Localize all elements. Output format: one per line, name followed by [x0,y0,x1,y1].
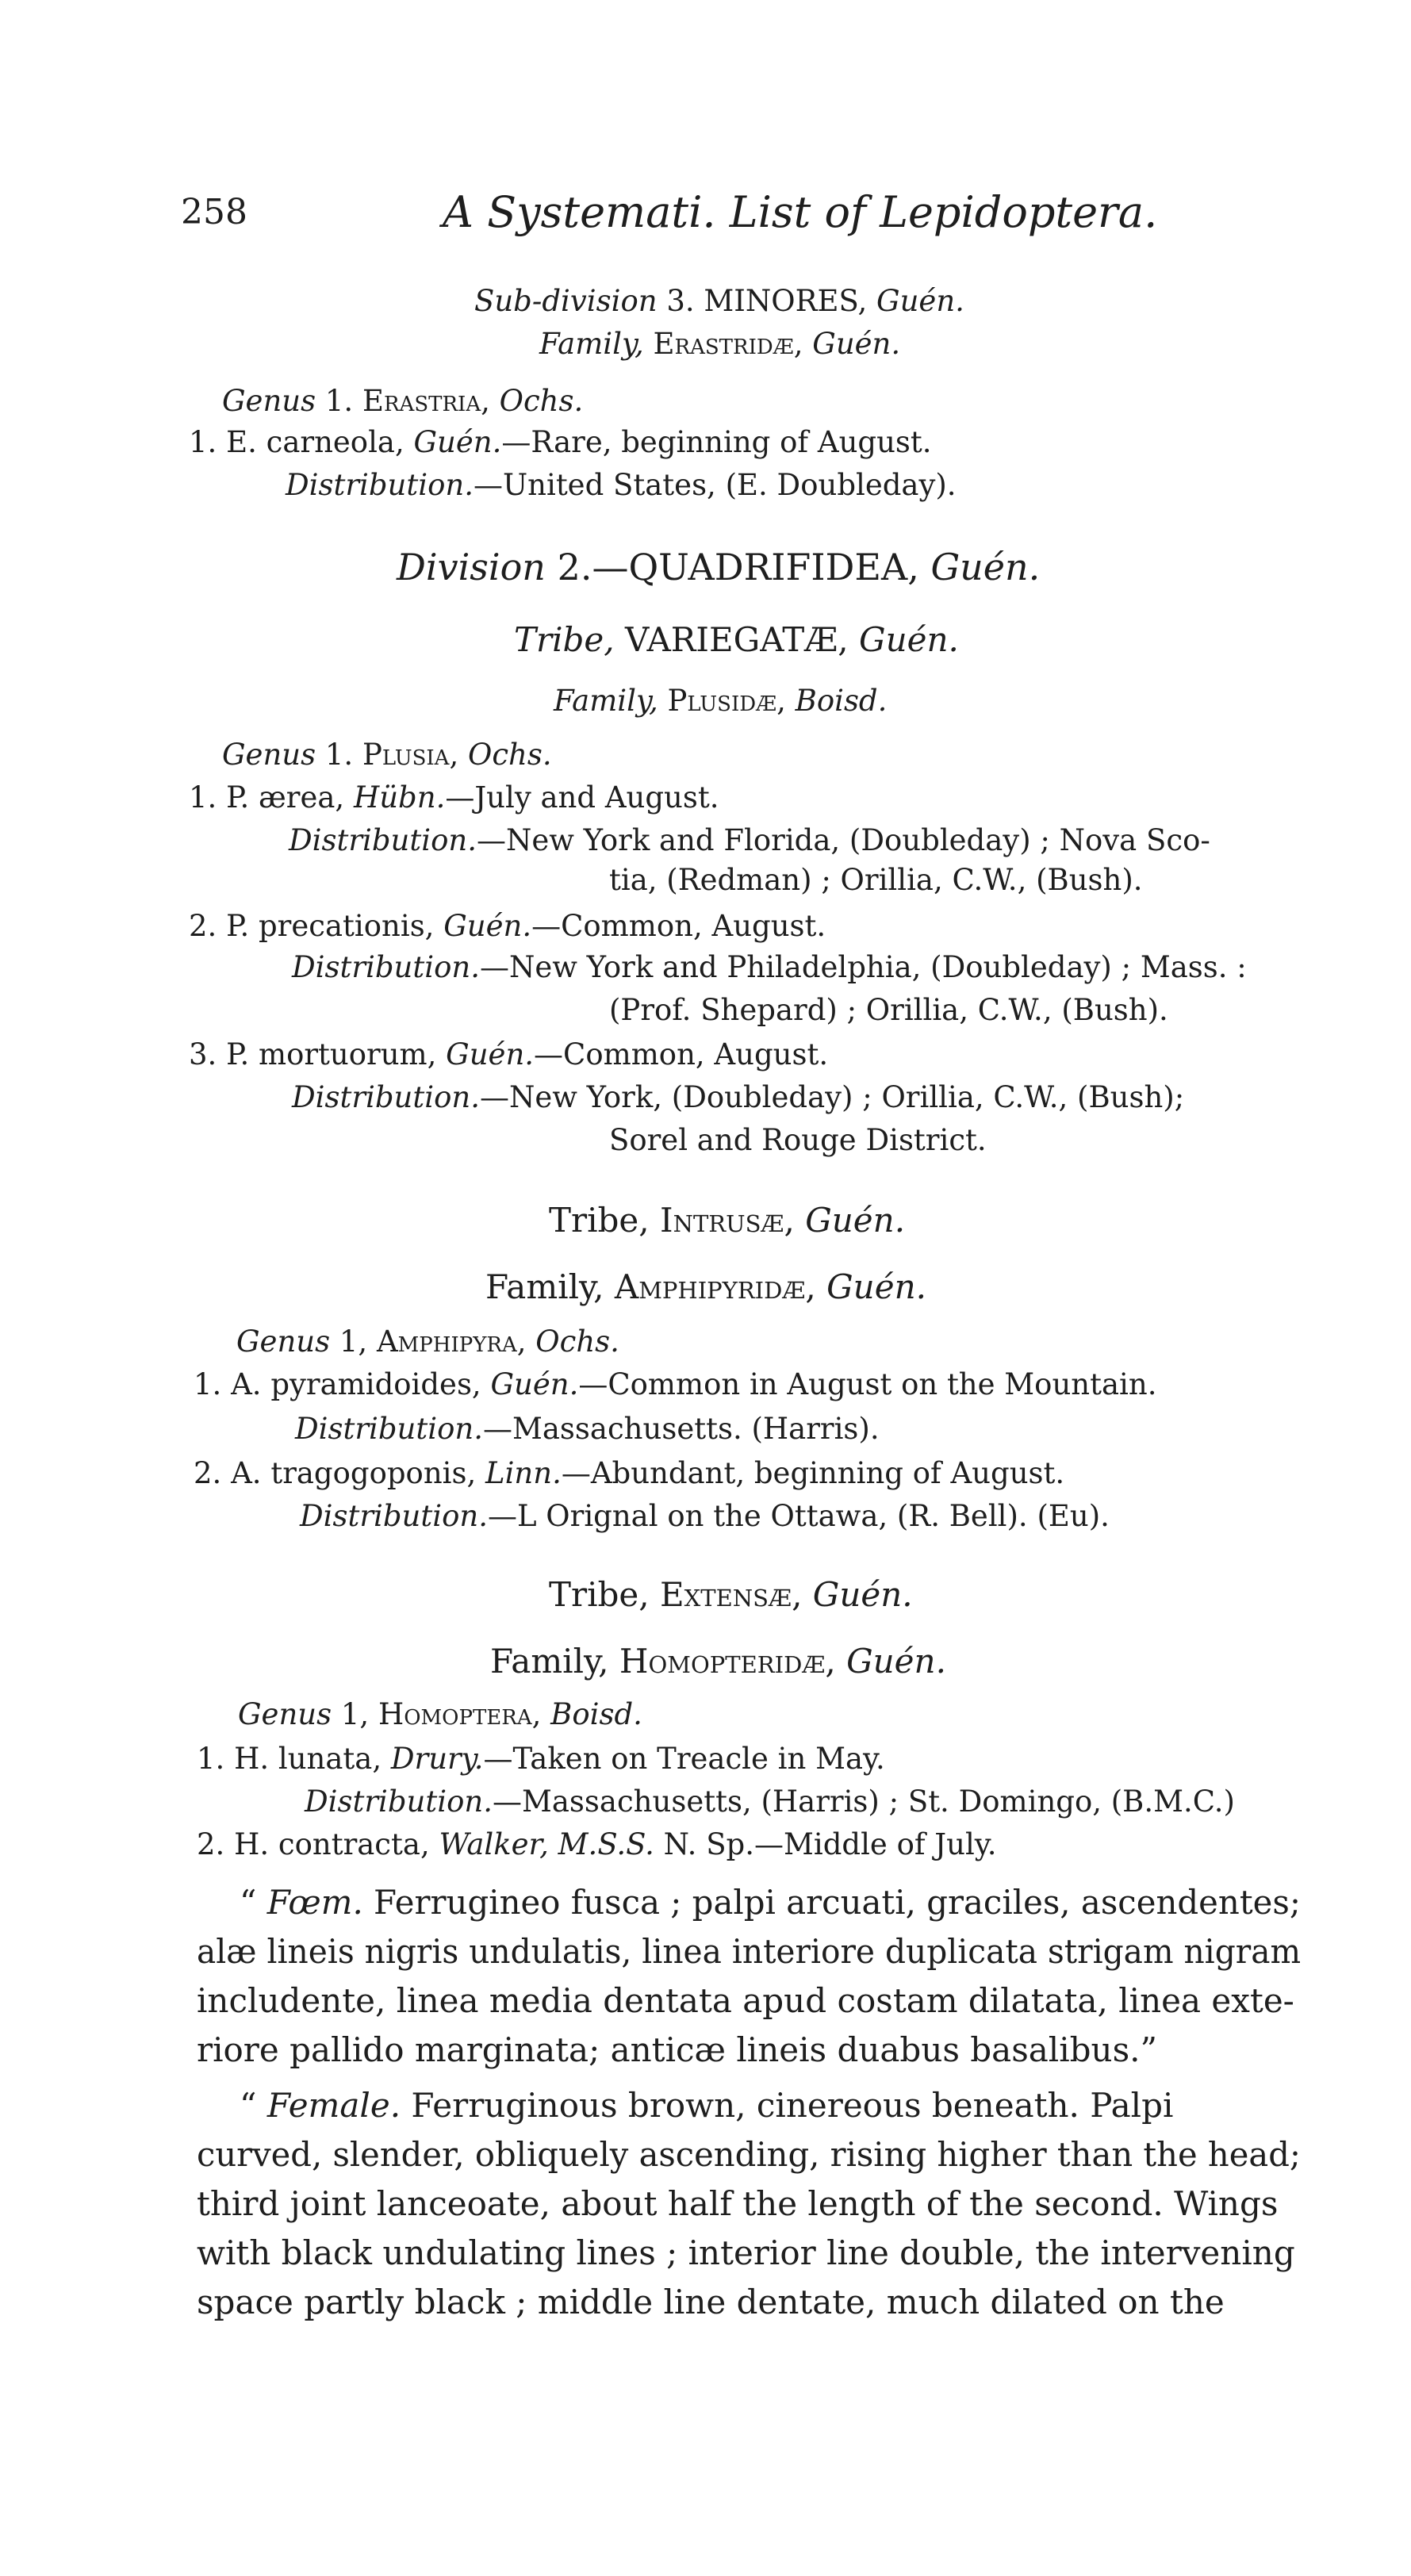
family-heading [485,1267,926,1307]
distribution-line [286,468,957,503]
species-number: 1. [189,425,217,459]
species-note: —July and August. [445,780,719,815]
tribe-author: Guén. [812,1575,913,1614]
latin-description-line: includente, linea media dentata apud costam dilatata, linea exte- [197,1981,1294,2020]
latin-description-line: alæ lineis nigris undulatis, linea interiore duplicata strigam nigram [197,1932,1302,1971]
family-heading [490,1642,946,1681]
species-note: —Taken on Treacle in May. [483,1742,885,1776]
species-name: E. carneola, [226,425,405,459]
division-heading [397,546,1040,589]
english-description-line: space partly black ; middle line dentate, much dilated on the [197,2283,1225,2321]
description-text: Ferrugineo fusca ; palpi arcuati, graciles, ascendentes; [374,1883,1301,1922]
division-author: Guén. [930,546,1041,588]
subdivision-name: MINORES, [704,284,868,318]
tribe-label: Tribe, [549,1575,650,1614]
species-number: 1. [197,1742,225,1776]
distribution-line [305,1784,1235,1819]
running-title: A Systemati. List of Lepidoptera. [443,187,1158,237]
distribution-label: Distribution. [292,1080,480,1114]
genus-number: 1. [324,738,354,772]
distribution-continuation: tia, (Redman) ; Orillia, C.W., (Bush). [609,863,1143,897]
species-note: —Common in August on the Mountain. [578,1367,1157,1401]
species-number: 2. [194,1456,222,1490]
latin-description-line: riore pallido marginata; anticæ lineis duabus basalibus.” [197,2030,1157,2069]
tribe-author: Guén. [805,1201,906,1240]
subdivision-label: Sub-division [474,284,658,318]
family-name: Homopteridæ, [619,1642,836,1681]
tribe-heading [514,620,959,660]
genus-heading [236,1324,619,1359]
tribe-name: Extensæ, [659,1575,803,1614]
species-author: Hübn. [353,780,446,815]
family-label: Family, [554,684,658,718]
family-author: Guén. [826,1267,926,1306]
species-entry [197,1742,885,1777]
species-number: 1. [189,780,217,815]
species-name: H. lunata, [234,1742,382,1776]
family-label: Family, [539,327,644,361]
subdivision-number: 3. [666,284,695,318]
family-label: Family, [485,1267,604,1306]
family-author: Boisd. [795,684,888,718]
family-heading [539,327,900,362]
species-note: —Abundant, beginning of August. [561,1456,1065,1490]
tribe-author: Guén. [859,620,959,659]
family-name: Amphipyridæ, [614,1267,816,1306]
page-number: 258 [181,192,247,232]
family-name: Erastridæ, [653,327,803,361]
distribution-text: —New York and Florida, (Doubleday) ; Nova Sco- [476,823,1210,857]
genus-heading [222,738,552,772]
genus-name: Homoptera, [378,1697,542,1731]
species-name: P. mortuorum, [226,1037,437,1071]
species-number: 3. [189,1037,217,1071]
species-number: 2. [189,909,217,943]
species-note: —Common, August. [534,1037,829,1071]
species-entry [194,1456,1064,1491]
species-author: Drury. [390,1742,484,1776]
genus-number: 1, [339,1324,368,1359]
latin-description-line [240,1883,1301,1922]
tribe-name: VARIEGATÆ, [624,620,849,659]
genus-name: Amphipyra, [376,1324,527,1359]
distribution-text: —New York, (Doubleday) ; Orillia, C.W., (Bush); [479,1080,1185,1114]
species-name: A. pyramidoides, [231,1367,481,1401]
species-entry [194,1367,1156,1402]
tribe-heading [549,1575,913,1615]
genus-author: Ochs. [499,384,584,418]
genus-label: Genus [222,384,316,418]
subdivision-author: Guén. [876,284,964,318]
distribution-label: Distribution. [286,468,474,502]
genus-number: 1. [324,384,354,418]
english-description-line: with black undulating lines ; interior line double, the intervening [197,2233,1295,2272]
species-note: —Common, August. [531,909,826,943]
genus-author: Ochs. [468,738,552,772]
species-note: —Rare, beginning of August. [501,425,932,459]
distribution-text: —L Orignal on the Ottawa, (R. Bell). (Eu). [487,1499,1110,1533]
species-author: Guén. [443,909,532,943]
division-label: Division [397,546,546,588]
tribe-label: Tribe, [549,1201,650,1240]
tribe-label: Tribe, [514,620,615,659]
family-label: Family, [490,1642,609,1681]
genus-name: Erastria, [362,384,490,418]
distribution-line [292,950,1247,985]
species-entry [189,909,826,944]
species-name: P. precationis, [226,909,435,943]
description-label: Female. [266,2086,401,2125]
species-entry [197,1827,997,1862]
genus-name: Plusia, [362,738,459,772]
distribution-line [292,1080,1184,1115]
distribution-continuation: Sorel and Rouge District. [609,1123,987,1157]
distribution-line [295,1412,880,1447]
english-description-line [240,2086,1173,2126]
tribe-heading [549,1201,905,1240]
species-author: Guén. [446,1037,535,1071]
genus-label: Genus [222,738,316,772]
tribe-name: Intrusæ, [659,1201,795,1240]
species-author: Guén. [413,425,502,459]
distribution-line [300,1499,1110,1534]
subdivision-heading [474,284,964,319]
species-author: Walker, M.S.S. [439,1827,654,1861]
distribution-label: Distribution. [295,1412,483,1446]
distribution-line [289,823,1210,858]
distribution-label: Distribution. [289,823,477,857]
species-entry [189,780,719,815]
genus-label: Genus [236,1324,331,1359]
species-author: Guén. [490,1367,579,1401]
distribution-label: Distribution. [305,1784,493,1819]
distribution-text: —Massachusetts. (Harris). [482,1412,880,1446]
species-number: 1. [194,1367,222,1401]
family-author: Guén. [812,327,901,361]
species-entry [189,1037,828,1072]
distribution-label: Distribution. [292,950,480,984]
species-name: A. tragogoponis, [231,1456,477,1490]
family-name: Plusidæ, [667,684,786,718]
species-name: P. ærea, [226,780,345,815]
english-description-line: third joint lanceoate, about half the length of the second. Wings [197,2184,1279,2223]
species-note: N. Sp.—Middle of July. [663,1827,997,1861]
genus-author: Ochs. [535,1324,619,1359]
quote-mark: “ [240,2086,257,2125]
species-name: H. contracta, [234,1827,430,1861]
genus-heading [238,1697,642,1732]
distribution-text: —Massachusetts, (Harris) ; St. Domingo, (B.M.C.) [492,1784,1235,1819]
distribution-label: Distribution. [300,1499,488,1533]
family-author: Guén. [846,1642,946,1681]
distribution-continuation: (Prof. Shepard) ; Orillia, C.W., (Bush). [609,993,1168,1027]
distribution-text: —United States, (E. Doubleday). [473,468,957,502]
distribution-text: —New York and Philadelphia, (Doubleday) ; Mass. : [479,950,1247,984]
description-text: Ferruginous brown, cinereous beneath. Palpi [411,2086,1174,2125]
quote-mark: “ [240,1883,257,1922]
species-number: 2. [197,1827,225,1861]
genus-author: Boisd. [550,1697,642,1731]
description-label: Fœm. [266,1883,363,1922]
english-description-line: curved, slender, obliquely ascending, rising higher than the head; [197,2135,1301,2174]
division-name: 2.—QUADRIFIDEA, [557,546,919,588]
family-heading [554,684,887,719]
genus-heading [222,384,583,419]
species-author: Linn. [485,1456,562,1490]
genus-label: Genus [238,1697,332,1731]
species-entry [189,425,932,460]
genus-number: 1, [340,1697,370,1731]
